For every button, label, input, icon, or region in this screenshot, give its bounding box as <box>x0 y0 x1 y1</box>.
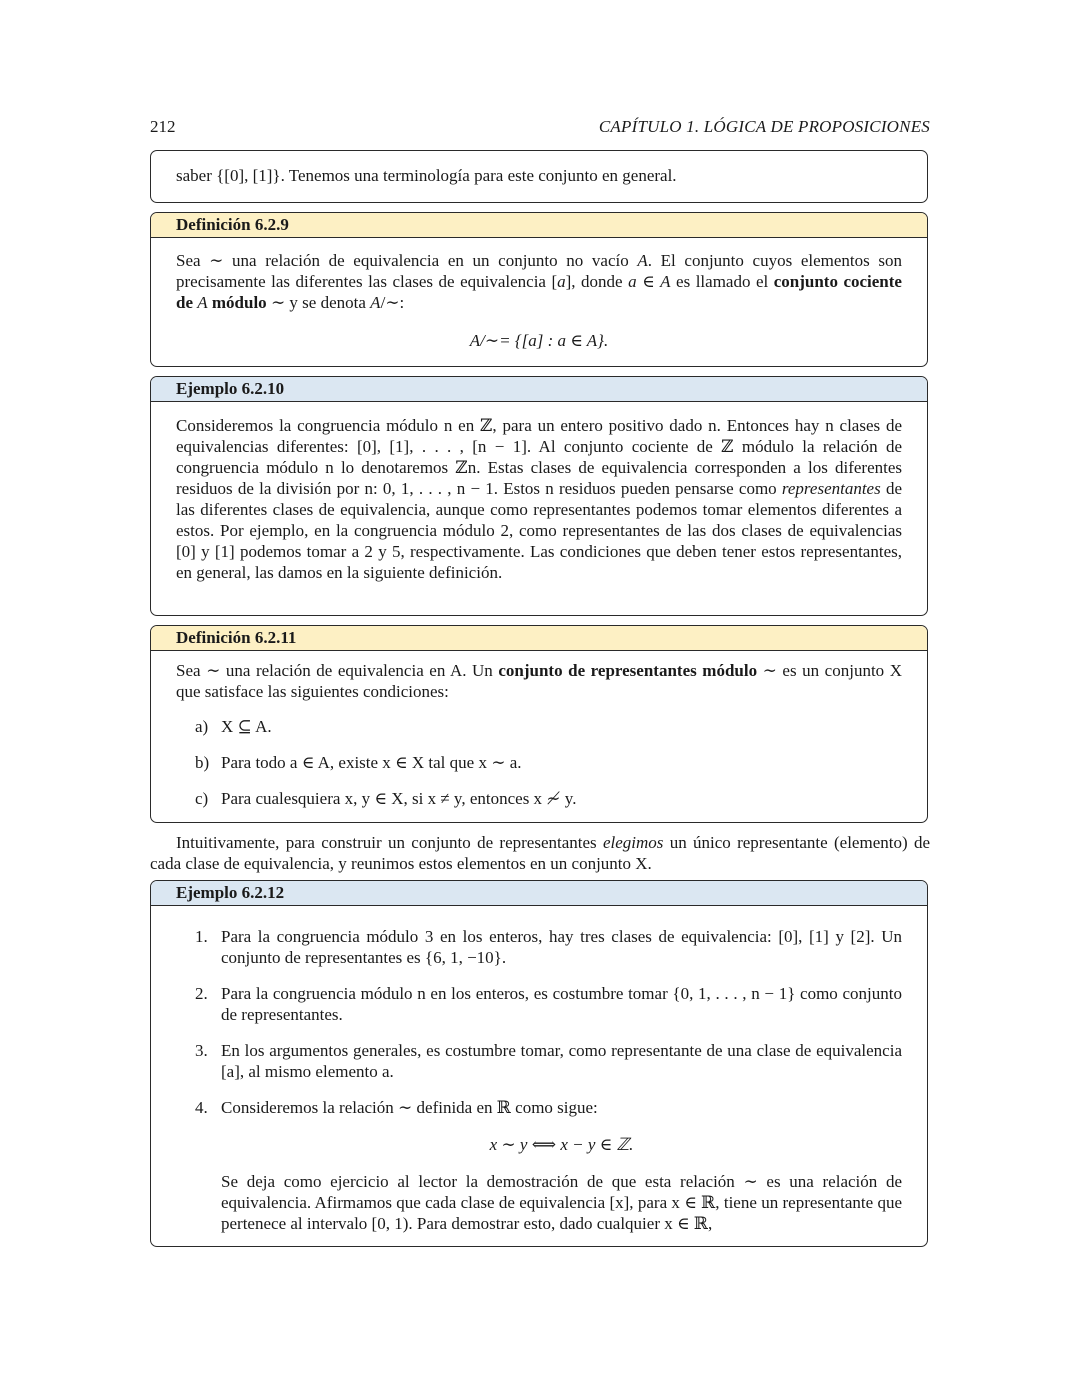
definition-text: Sea ∼ una relación de equivalencia en un conjunto no vacío A. El conjunto cuyos elementos son precisamente las diferentes las clases de equivalencia [a], donde a ∈ A es llamado el conjunto cociente de A módulo ∼ y se denota A/∼: <box>176 251 902 312</box>
list-item: 2. Para la congruencia módulo n en los enteros, es costumbre tomar {0, 1, . . . , n − 1} como conjunto de representantes. <box>195 984 902 1024</box>
continuation-text: saber {[0], [1]}. Tenemos una terminología para este conjunto en general. <box>176 166 677 185</box>
relation-formula: x ∼ y ⟺ x − y ∈ ℤ. <box>489 1135 634 1154</box>
examples-list <box>176 926 902 1234</box>
list-item: a) X ⊆ A. <box>195 717 272 736</box>
list-item: 3. En los argumentos generales, es costumbre tomar, como representante de una clase de equivalencia [a], al mismo elemento a. <box>195 1041 902 1081</box>
conditions-list <box>176 716 902 809</box>
definition-box-6-2-9 <box>150 212 928 367</box>
definition-box-6-2-11 <box>150 625 928 823</box>
list-item: 1. Para la congruencia módulo 3 en los enteros, hay tres clases de equivalencia: [0], [1] y [2]. Un conjunto de representantes es {6, 1, −10}. <box>195 927 902 967</box>
definition-text: Sea ∼ una relación de equivalencia en A. Un conjunto de representantes módulo ∼ es un conjunto X que satisface las siguientes condiciones: <box>176 661 902 701</box>
continuation-box <box>150 150 928 203</box>
example-title: Ejemplo 6.2.12 <box>151 881 927 906</box>
list-item: c) Para cualesquiera x, y ∈ X, si x ≠ y, entonces x ≁ y. <box>195 789 577 808</box>
definition-title: Definición 6.2.11 <box>151 626 927 651</box>
example-title: Ejemplo 6.2.10 <box>151 377 927 402</box>
page-number: 212 <box>150 117 176 136</box>
example-box-6-2-10 <box>150 376 928 616</box>
running-head <box>150 116 930 138</box>
quotient-set-formula: A/∼= {[a] : a ∈ A}. <box>469 331 609 350</box>
item-continuation-text: Se deja como ejercicio al lector la demostración de que esta relación ∼ es una relación de equivalencia. Afirmamos que cada clase de equivalencia [x], para x ∈ ℝ, tiene un representante que pertenece al intervalo [0, 1). Para demostrar esto, dado cualquier x ∈ ℝ, <box>221 1172 902 1233</box>
definition-title: Definición 6.2.9 <box>151 213 927 238</box>
list-item: b) Para todo a ∈ A, existe x ∈ X tal que x ∼ a. <box>195 753 522 772</box>
chapter-title: CAPÍTULO 1. LÓGICA DE PROPOSICIONES <box>598 117 930 136</box>
example-box-6-2-12 <box>150 880 928 1247</box>
list-item: 4. Consideremos la relación ∼ definida en ℝ como sigue: x ∼ y ⟺ x − y ∈ ℤ. Se deja como ejercicio al lector la demostración de que esta relación ∼ es una relación de equivalencia. Afirmamos que cada clase de equivalencia [x], para x ∈ ℝ, tiene un representante que pertenece al intervalo [0, 1). Para demostrar esto, dado cualquier x ∈ ℝ, <box>195 1098 902 1233</box>
example-text: Consideremos la congruencia módulo n en ℤ, para un entero positivo dado n. Entonces hay n clases de equivalencias diferentes: [0], [1], . . . , [n − 1]. Al conjunto cociente de ℤ módulo la relación de congruencia módulo n lo denotaremos ℤn. Estas clases de equivalencia corresponden a los diferentes residuos de la división por n: 0, 1, . . . , n − 1. Estos n residuos pueden pensarse como representantes de las diferentes clases de equivalencia, aunque como representantes podemos tomar elementos diferentes a estos. Por ejemplo, en la congruencia módulo 2, como representantes de las dos clases de equivalencias [0] y [1] podemos tomar a 2 y 5, respectivamente. Las condiciones que deben tener estos representantes, en general, las damos en la siguiente definición. <box>176 416 902 582</box>
body-paragraph: Intuitivamente, para construir un conjunto de representantes elegimos un único representante (elemento) de cada clase de equivalencia, y reunimos estos elementos en un conjunto X. <box>150 833 930 873</box>
